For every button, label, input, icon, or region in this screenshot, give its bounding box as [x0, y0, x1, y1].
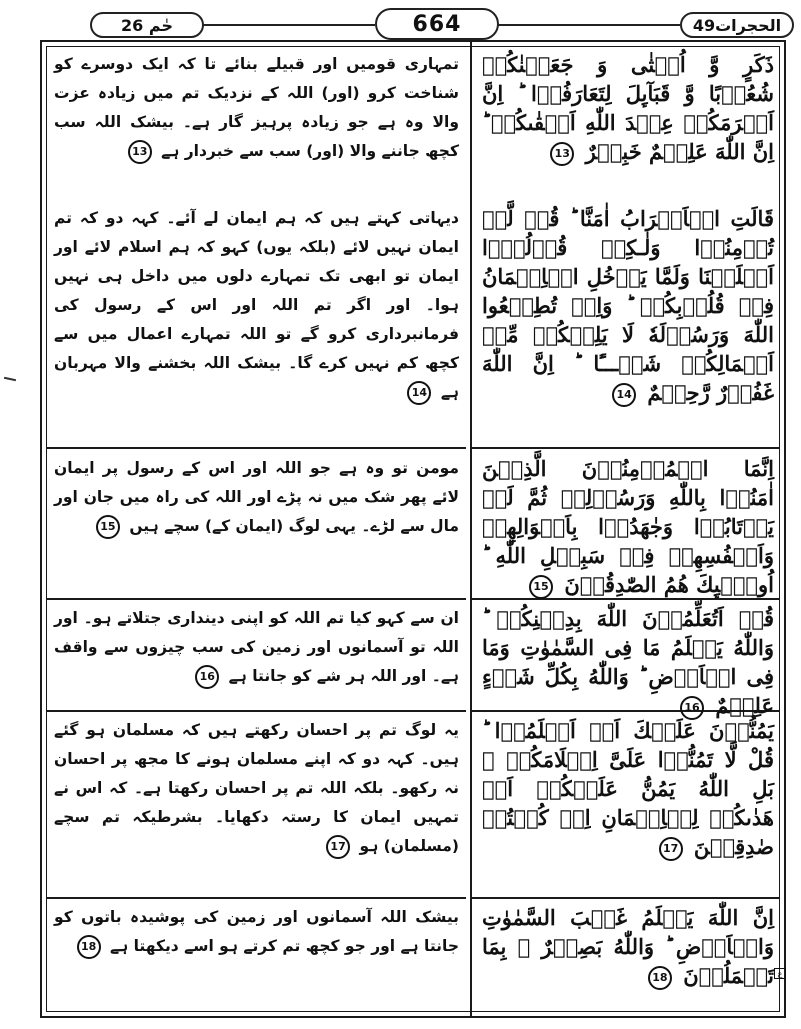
verse-separator-urdu — [46, 598, 466, 600]
margin-mark — [4, 377, 16, 381]
ayah-number-badge: 17 — [659, 837, 683, 861]
ayah-number-badge: 16 — [680, 696, 704, 720]
verse-urdu — [54, 50, 459, 200]
verse-urdu-text: مومن تو وہ ہے جو اللہ اور اس کے رسول پر ایمان لائے پھر شک میں نہ پڑے اور اللہ کی راہ میں جان اور مال سے لڑے۔ یہی لوگ (ایمان کے) سچے ہیں — [54, 459, 459, 535]
verse-urdu-text: ان سے کہو کیا تم اللہ کو اپنی دینداری جتلاتے ہو۔ اور اللہ تو آسمانوں اور زمین کی سب چیزوں سے واقف ہے۔ اور اللہ ہر شے کو جانتا ہے — [54, 609, 459, 685]
ayah-number-badge: 13 — [550, 142, 574, 166]
verse-arabic-text: اِنَّ اللّٰهَ يَعۡلَمُ غَيۡبَ السَّمٰوٰتِ وَالۡاَرۡضِ ؕ وَاللّٰهُ بَصِيۡرٌ ۢ بِمَا تَعۡمَلُوۡنَ — [482, 905, 774, 988]
verse-arabic — [482, 204, 774, 442]
verse-urdu — [54, 604, 459, 706]
page-frame — [40, 40, 786, 1018]
column-divider — [470, 42, 472, 1016]
verse-arabic — [482, 604, 774, 718]
ayah-number-badge: 14 — [612, 383, 636, 407]
surah-number: 49 — [692, 15, 716, 35]
verse-separator-urdu — [46, 710, 466, 712]
verse-arabic — [482, 716, 774, 893]
ayah-number-badge: 13 — [128, 140, 152, 164]
verse-arabic-text: ذَكَرٍ وَّ اُنۡثٰى وَ جَعَلۡنٰكُمۡ شُعُوۡبًا وَّ قَبَآٮِٕلَ لِتَعَارَفُوۡا ؕ اِنَّ اَكۡرَمَكُمۡ عِنۡدَ اللّٰهِ اَتۡقٰٮكُمۡ ؕ اِنَّ اللّٰهَ عَلِيۡمٌ خَبِيۡرٌ — [482, 52, 774, 164]
ayah-number-badge: 18 — [648, 966, 672, 990]
surah-label — [680, 12, 794, 38]
ayah-number-badge: 18 — [77, 935, 101, 959]
page-number: 664 — [412, 11, 462, 37]
verse-urdu — [54, 204, 459, 442]
verse-urdu-text: دیہاتی کہتے ہیں کہ ہم ایمان لے آئے۔ کہہ دو کہ تم ایمان نہیں لائے (بلکہ یوں) کہو کہ ہم اسلام لائے اور ایمان تو ابھی تک تمہارے دلوں میں داخل ہی نہیں ہوا۔ اور اگر تم اللہ اور اس کے رسول کی فرمانبرداری کرو گے تو اللہ تمہارے اعمال میں سے کچھ کم نہیں کرے گا۔ بیشک اللہ بخشنے والا مہربان ہے — [54, 209, 459, 401]
verse-arabic — [482, 454, 774, 597]
ayah-number-badge: 17 — [326, 835, 350, 859]
ruku-marker: ع — [774, 968, 786, 979]
verse-arabic — [482, 50, 774, 200]
ayah-number-badge: 16 — [195, 665, 219, 689]
juz-number: 26 — [121, 15, 144, 35]
verse-urdu-text: یہ لوگ تم پر احسان رکھتے ہیں کہ مسلمان ہو گئے ہیں۔ کہہ دو کہ اپنے مسلمان ہونے کا مجھ پر احسان نہ رکھو۔ بلکہ اللہ تم پر احسان رکھتا ہے۔ کہ اس نے تمہیں ایمان کا رستہ دکھایا۔ بشرطیکہ تم سچے (مسلمان) ہو — [54, 721, 459, 855]
verse-urdu — [54, 903, 459, 1013]
page-number-label — [375, 8, 499, 40]
verse-separator-arabic — [472, 447, 780, 449]
verse-urdu-text: تمہاری قومیں اور قبیلے بنائے تا کہ ایک دوسرے کو شناخت کرو (اور) اللہ کے نزدیک تم میں زیادہ عزت والا وہ ہے جو زیادہ پرہیز گار ہے۔ بیشک اللہ سب کچھ جاننے والا (اور) سب سے خبردار ہے — [54, 55, 459, 160]
ayah-number-badge: 15 — [529, 575, 553, 599]
page-header — [40, 6, 790, 40]
surah-name: الحجرات — [715, 15, 782, 35]
juz-label — [90, 12, 204, 38]
verse-arabic-text: اِنَّمَا الۡمُؤۡمِنُوۡنَ الَّذِيۡنَ اٰمَنُوۡا بِاللّٰهِ وَرَسُوۡلِهٖ ثُمَّ لَمۡ يَرۡتَابُوۡا وَجٰهَدُوۡا بِاَمۡوَالِهِمۡ وَاَنۡفُسِهِمۡ فِىۡ سَبِيۡلِ اللّٰهِ ؕ اُولٰۤٮِٕكَ هُمُ الصّٰدِقُوۡنَ — [482, 456, 774, 597]
verse-arabic-text: قُلۡ اَتُعَلِّمُوۡنَ اللّٰهَ بِدِيۡنِكُمۡ ؕ وَاللّٰهُ يَعۡلَمُ مَا فِى السَّمٰوٰتِ وَمَا فِى الۡاَرۡضِ ؕ وَاللّٰهُ بِكُلِّ شَىۡءٍ عَلِيۡمٌ — [482, 606, 774, 718]
verse-separator-arabic — [472, 897, 780, 899]
verse-arabic-text: قَالَتِ الۡاَعۡرَابُ اٰمَنَّا ؕ قُلۡ لَّمۡ تُؤۡمِنُوۡا وَلٰـكِنۡ قُوۡلُوۡۤا اَسۡلَمۡنَا وَلَمَّا يَدۡخُلِ الۡاِيۡمَانُ فِىۡ قُلُوۡبِكُمۡ ؕ وَاِنۡ تُطِيۡعُوا اللّٰهَ وَرَسُوۡلَهٗ لَا يَلِتۡكُمۡ مِّنۡ اَعۡمَالِكُمۡ شَيۡـــًٔا ؕ اِنَّ اللّٰهَ غَفُوۡرٌ رَّحِيۡمٌ — [482, 206, 774, 405]
header-rule-right — [495, 24, 680, 26]
verse-separator-urdu — [46, 447, 466, 449]
verse-urdu-text: بیشک اللہ آسمانوں اور زمین کی پوشیدہ باتوں کو جانتا ہے اور جو کچھ تم کرتے ہو اسے دیکھتا ہے — [54, 908, 459, 955]
juz-name: حٰم — [148, 15, 173, 35]
verse-urdu — [54, 716, 459, 893]
header-rule-left — [200, 24, 375, 26]
verse-separator-urdu — [46, 897, 466, 899]
ayah-number-badge: 15 — [96, 515, 120, 539]
ayah-number-badge: 14 — [407, 381, 431, 405]
verse-urdu — [54, 454, 459, 594]
verse-arabic-text: يَمُنُّوۡنَ عَلَيۡكَ اَنۡ اَسۡلَمُوۡا ؕ قُلْ لَّا تَمُنُّوۡا عَلَىَّ اِسۡلَامَكُمۡ ۚ بَلِ اللّٰهُ يَمُنُّ عَلَيۡكُمۡ اَنۡ هَدٰٮكُمۡ لِلۡاِيۡمَانِ اِنۡ كُنۡتُمۡ صٰدِقِيۡنَ — [482, 718, 774, 859]
verse-arabic — [482, 903, 774, 1013]
